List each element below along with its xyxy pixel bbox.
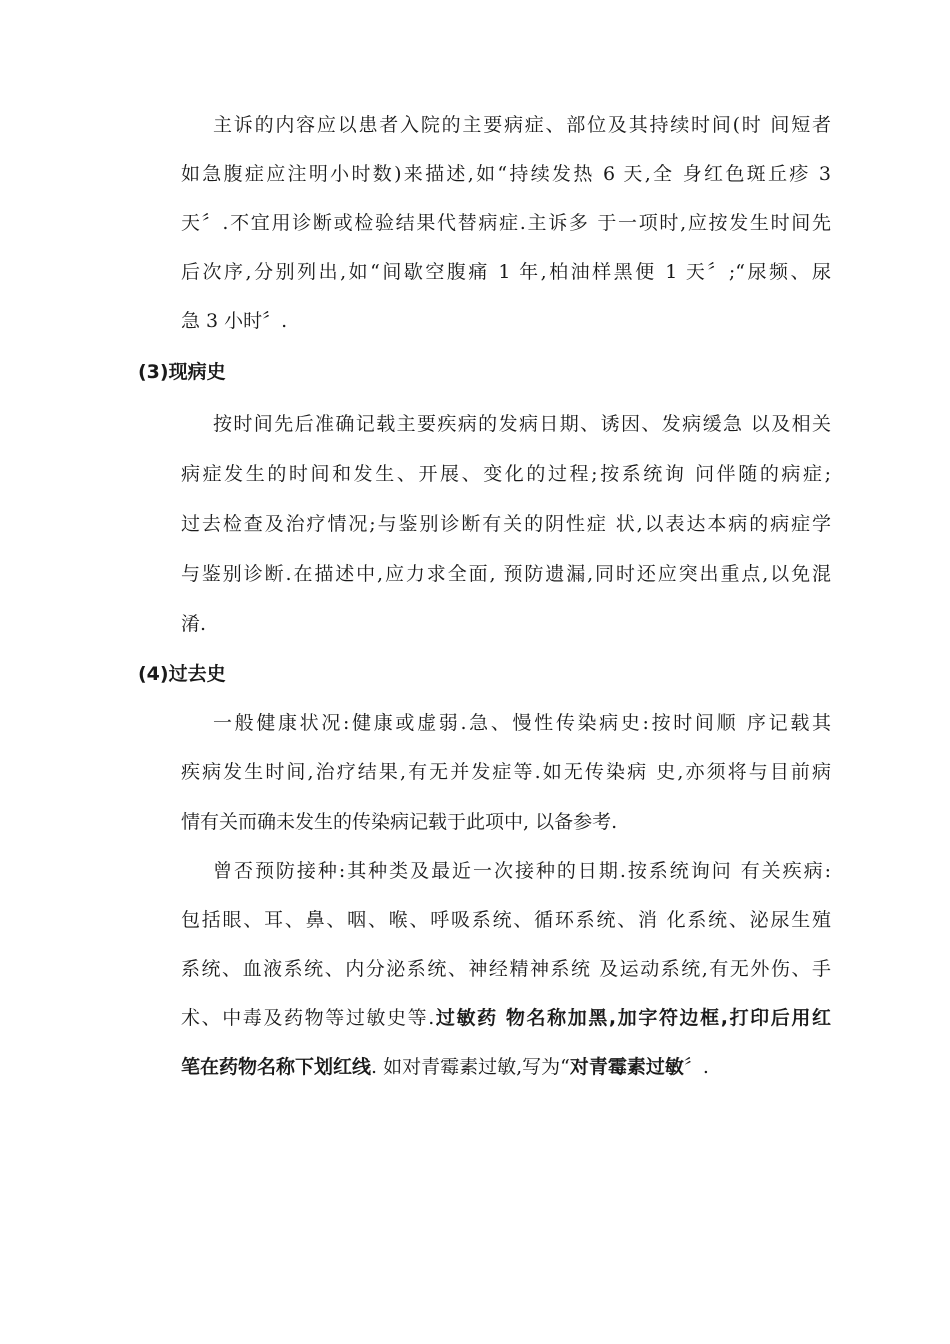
bold-text: 过敏药 物名称加黑,加字符边框,打印后用红 (434, 1007, 831, 1029)
paragraph-line: 一般健康状况:健康或虚弱.急、慢性传染病史:按时间顺 序记载其 (213, 712, 831, 734)
plain-text: . 如对青霉素过敏,写为“ (371, 1056, 570, 1078)
plain-text: 术、中毒及药物等过敏史等. (181, 1007, 435, 1029)
paragraph-line: 包括眼、耳、鼻、咽、喉、呼吸系统、循环系统、消 化系统、泌尿生殖 (181, 909, 831, 931)
paragraph-line: 病症发生的时间和发生、开展、变化的过程;按系统询 问伴随的病症; (181, 463, 831, 485)
paragraph-line: 如急腹症应注明小时数)来描述,如“持续发热 6 天,全 身红色斑丘疹 3 (181, 163, 831, 185)
paragraph-line-mixed (181, 1006, 831, 1030)
bold-text: 笔在药物名称下划红线 (181, 1056, 372, 1078)
paragraph-line: 情有关而确未发生的传染病记载于此项中, 以备参考. (181, 811, 618, 833)
section-heading-present-illness: (3)现病史 (138, 361, 226, 383)
paragraph-line: 淆. (181, 613, 207, 635)
paragraph-line: 后次序,分别列出,如“间歇空腹痛 1 年,柏油样黑便 1 天〞;“尿频、尿 (181, 261, 831, 283)
paragraph-line: 主诉的内容应以患者入院的主要病症、部位及其持续时间(时 间短者 (213, 114, 831, 136)
paragraph-line: 疾病发生时间,治疗结果,有无并发症等.如无传染病 史,亦须将与目前病 (181, 761, 831, 783)
paragraph-line-mixed (181, 1055, 831, 1079)
plain-text: 〞. (683, 1056, 709, 1078)
paragraph-line: 过去检查及治疗情况;与鉴别诊断有关的阴性症 状,以表达本病的病症学 (181, 513, 831, 535)
paragraph-line: 系统、血液系统、内分泌系统、神经精神系统 及运动系统,有无外伤、手 (181, 958, 831, 980)
section-heading-past-history: (4)过去史 (138, 663, 226, 685)
paragraph-line: 按时间先后准确记载主要疾病的发病日期、诱因、发病缓急 以及相关 (213, 413, 831, 435)
bold-text: 对青霉素过敏 (569, 1056, 684, 1078)
paragraph-line: 曾否预防接种:其种类及最近一次接种的日期.按系统询问 有关疾病: (213, 860, 831, 882)
paragraph-line: 天〞.不宜用诊断或检验结果代替病症.主诉多 于一项时,应按发生时间先 (181, 212, 831, 234)
paragraph-line: 与鉴别诊断.在描述中,应力求全面, 预防遗漏,同时还应突出重点,以免混 (181, 563, 831, 585)
paragraph-line: 急 3 小时〞. (181, 310, 288, 332)
